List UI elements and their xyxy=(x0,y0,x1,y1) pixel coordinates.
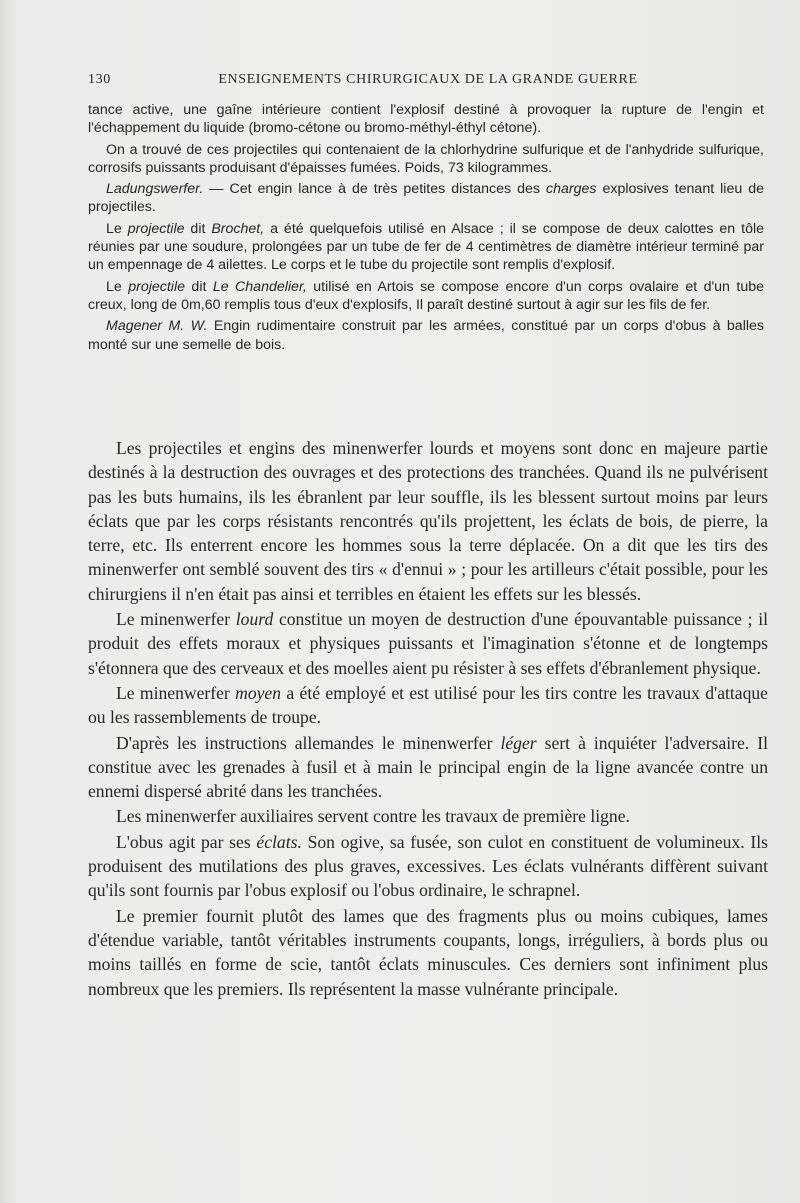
paragraph xyxy=(88,830,768,903)
paragraph: Le premier fournit plutôt des lames que des fragments plus ou moins cubiques, lames d'étendue variable, tantôt véritables instruments coupants, longs, irréguliers, à bords plus ou moins taillés en forme de scie, tantôt éclats minuscules. Ces derniers sont infiniment plus nombreux que les premiers. Ils représentent la masse vulnérante principale. xyxy=(88,905,768,999)
name: Le Chandelier, xyxy=(212,278,307,295)
text: Le minenwerfer xyxy=(116,682,236,703)
page-header xyxy=(88,72,768,92)
name: Brochet, xyxy=(211,220,265,237)
text: dit xyxy=(184,220,212,237)
page-number: 130 xyxy=(88,72,111,87)
text: Engin rudimentaire construit par les armées, constitué par un corps d'obus à balles monté sur une semelle de bois. xyxy=(88,318,764,353)
paragraph xyxy=(88,681,768,730)
text: a été employé et est utilisé pour les tirs contre les travaux d'attaque ou les rassemblements de troupe. xyxy=(88,682,768,728)
text: — Cet engin lance à de très petites distances des xyxy=(203,181,546,198)
term: projectile xyxy=(127,220,185,237)
term: lourd xyxy=(235,609,274,630)
paragraph xyxy=(88,180,764,217)
text: sert à inquiéter l'adversaire. Il constitue avec les grenades à fusil et à main le principal engin de la ligne avancée contre un ennemi dispersé abrité dans les tranchées. xyxy=(88,732,768,802)
text: Le minenwerfer xyxy=(116,609,236,630)
main-text-section xyxy=(88,436,768,1002)
text: constitue un moyen de destruction d'une épouvantable puissance ; il produit des effets moraux et physiques puissants et l'imagination s'étonne et de longtemps s'étonnera que des cerveaux et des moelles aient pu résister à ses effets d'ébranlement physique. xyxy=(88,609,768,678)
paragraph: On a trouvé de ces projectiles qui contenaient de la chlorhydrine sulfurique et de l'anhydride sulfurique, corrosifs puissants produisant d'épaisses fumées. Poids, 73 kilogrammes. xyxy=(88,141,764,176)
paragraph xyxy=(88,317,764,354)
text: D'après les instructions allemandes le minenwerfer xyxy=(116,732,501,753)
text: explosives tenant lieu de projectiles. xyxy=(88,181,764,216)
running-head: ENSEIGNEMENTS CHIRURGICAUX DE LA GRANDE GUERRE xyxy=(218,72,638,87)
term: léger xyxy=(500,732,537,753)
paragraph xyxy=(88,731,768,804)
text: dit xyxy=(185,278,213,295)
term: moyen xyxy=(235,682,282,703)
term: éclats. xyxy=(256,831,302,852)
term: Magener M. W. xyxy=(106,318,208,335)
paragraph xyxy=(88,278,764,315)
text: Le xyxy=(106,278,129,295)
text: Le xyxy=(106,220,128,237)
paragraph xyxy=(88,607,768,680)
text: L'obus agit par ses xyxy=(116,831,257,852)
text: utilisé en Artois se compose encore d'un corps ovalaire et d'un tube creux, long de 0m,60 remplis tous d'eux d'explosifs, Il paraît destiné surtout à agir sur les fils de fer. xyxy=(88,278,764,313)
term: Ladungswerfer. xyxy=(106,181,204,198)
term: projectile xyxy=(128,278,185,295)
paragraph: Les minenwerfer auxiliaires servent contre les travaux de première ligne. xyxy=(116,806,630,827)
small-print-section xyxy=(88,101,764,357)
paragraph xyxy=(88,220,764,275)
term: charges xyxy=(546,181,597,198)
text: Son ogive, sa fusée, son culot en constituent de volumineux. Ils produisent des mutilations des plus graves, excessives. Les éclats vulnérants diffèrent suivant qu'ils sont fournis par l'obus explosif ou l'obus ordinaire, le schrapnel. xyxy=(88,831,768,901)
paragraph: tance active, une gaîne intérieure contient l'explosif destiné à provoquer la rupture de l'engin et l'échappement du liquide (bromo-cétone ou bromo-méthyl-éthyl cétone). xyxy=(88,102,764,137)
text: a été quelquefois utilisé en Alsace ; il se compose de deux calottes en tôle réunies par une soudure, prolongées par un tube de fer de 4 centimètres de diamètre intérieur terminé par un empennage de 4 ailettes. Le corps et le tube du projectile sont remplis d'explosif. xyxy=(88,220,764,274)
paragraph: Les projectiles et engins des minenwerfer lourds et moyens sont donc en majeure partie destinés à la destruction des ouvrages et des protections des tranchées. Quand ils ne pulvérisent pas les buts humains, ils les ébranlent par leur souffle, ils les blessent surtout moins par leurs éclats que par les corps résistants rencontrés qu'ils projettent, les éclats de bois, de pierre, la terre, etc. Ils enterrent encore les hommes sous la terre déplacée. On a dit que les tirs des minenwerfer ont semblé souvent des tirs « d'ennui » ; pour les artilleurs c'était possible, pour les chirurgiens il n'en était pas ainsi et terribles en étaient les effets sur les blessés. xyxy=(88,438,768,604)
